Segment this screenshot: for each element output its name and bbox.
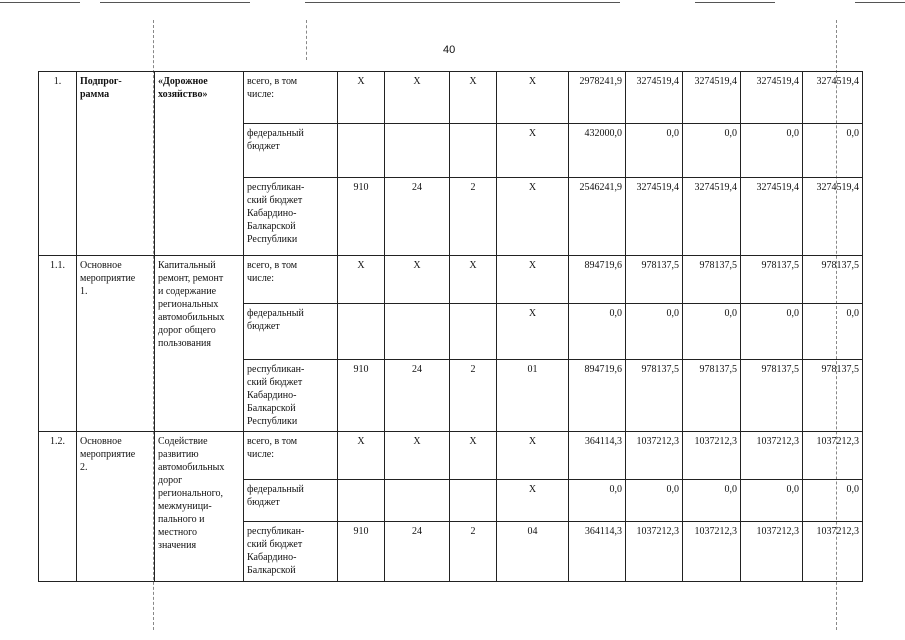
code-cell: X bbox=[450, 72, 497, 124]
amount-cell: 364114,3 bbox=[569, 522, 626, 582]
code-cell bbox=[450, 304, 497, 360]
amount-cell: 0,0 bbox=[803, 304, 863, 360]
code-cell: X bbox=[385, 72, 450, 124]
page-number: 40 bbox=[443, 44, 456, 56]
amount-cell: 3274519,4 bbox=[683, 178, 741, 256]
amount-cell: 0,0 bbox=[803, 124, 863, 178]
amount-cell: 0,0 bbox=[741, 480, 803, 522]
amount-cell: 978137,5 bbox=[803, 256, 863, 304]
amount-cell: 1037212,3 bbox=[741, 432, 803, 480]
code-cell bbox=[385, 124, 450, 178]
code-cell: X bbox=[385, 256, 450, 304]
program-type: Основное мероприятие 1. bbox=[77, 256, 155, 432]
code-cell: X bbox=[497, 256, 569, 304]
amount-cell: 1037212,3 bbox=[626, 522, 683, 582]
code-cell bbox=[338, 304, 385, 360]
amount-cell: 0,0 bbox=[683, 480, 741, 522]
code-cell: X bbox=[497, 124, 569, 178]
row-number: 1.2. bbox=[39, 432, 77, 582]
amount-cell: 0,0 bbox=[803, 480, 863, 522]
amount-cell: 364114,3 bbox=[569, 432, 626, 480]
code-cell: X bbox=[450, 432, 497, 480]
code-cell: 2 bbox=[450, 360, 497, 432]
code-cell: X bbox=[385, 432, 450, 480]
code-cell: X bbox=[338, 256, 385, 304]
program-type: Подпрог- рамма bbox=[77, 72, 155, 256]
code-cell bbox=[450, 480, 497, 522]
table-row bbox=[39, 432, 863, 480]
row-number: 1.1. bbox=[39, 256, 77, 432]
code-cell: 2 bbox=[450, 178, 497, 256]
code-cell bbox=[385, 480, 450, 522]
amount-cell: 978137,5 bbox=[626, 256, 683, 304]
amount-cell: 1037212,3 bbox=[803, 522, 863, 582]
code-cell: 910 bbox=[338, 360, 385, 432]
amount-cell: 3274519,4 bbox=[626, 72, 683, 124]
code-cell bbox=[385, 304, 450, 360]
table-row bbox=[39, 256, 863, 304]
amount-cell: 3274519,4 bbox=[803, 72, 863, 124]
source-label: федеральный бюджет bbox=[244, 304, 338, 360]
amount-cell: 1037212,3 bbox=[683, 522, 741, 582]
amount-cell: 0,0 bbox=[626, 304, 683, 360]
amount-cell: 0,0 bbox=[741, 124, 803, 178]
amount-cell: 1037212,3 bbox=[626, 432, 683, 480]
amount-cell: 3274519,4 bbox=[683, 72, 741, 124]
source-label: федеральный бюджет bbox=[244, 480, 338, 522]
amount-cell: 432000,0 bbox=[569, 124, 626, 178]
amount-cell: 2546241,9 bbox=[569, 178, 626, 256]
source-label: всего, в том числе: bbox=[244, 256, 338, 304]
code-cell: X bbox=[497, 480, 569, 522]
amount-cell: 978137,5 bbox=[741, 256, 803, 304]
amount-cell: 3274519,4 bbox=[803, 178, 863, 256]
amount-cell: 0,0 bbox=[741, 304, 803, 360]
code-cell: X bbox=[338, 72, 385, 124]
amount-cell: 0,0 bbox=[683, 124, 741, 178]
amount-cell: 1037212,3 bbox=[803, 432, 863, 480]
code-cell bbox=[338, 124, 385, 178]
code-cell: X bbox=[450, 256, 497, 304]
amount-cell: 978137,5 bbox=[803, 360, 863, 432]
top-rule-right bbox=[695, 2, 775, 3]
code-cell bbox=[338, 480, 385, 522]
program-name: «Дорожное хозяйство» bbox=[155, 72, 244, 256]
amount-cell: 0,0 bbox=[569, 480, 626, 522]
code-cell: X bbox=[497, 72, 569, 124]
top-rule-mid bbox=[100, 2, 250, 3]
code-cell: X bbox=[497, 304, 569, 360]
scan-line-mid bbox=[306, 20, 307, 60]
source-label: федеральный бюджет bbox=[244, 124, 338, 178]
amount-cell: 1037212,3 bbox=[683, 432, 741, 480]
amount-cell: 978137,5 bbox=[741, 360, 803, 432]
source-label: всего, в том числе: bbox=[244, 72, 338, 124]
code-cell: 01 bbox=[497, 360, 569, 432]
code-cell: 910 bbox=[338, 522, 385, 582]
budget-table bbox=[38, 71, 863, 582]
amount-cell: 978137,5 bbox=[626, 360, 683, 432]
source-label: всего, в том числе: bbox=[244, 432, 338, 480]
program-name: Содействие развитию автомобильных дорог регионального, межмуници- пального и местного значения bbox=[155, 432, 244, 582]
source-label: республикан- ский бюджет Кабардино- Балкарской Республики bbox=[244, 360, 338, 432]
amount-cell: 3274519,4 bbox=[741, 178, 803, 256]
code-cell: 24 bbox=[385, 522, 450, 582]
program-type: Основное мероприятие 2. bbox=[77, 432, 155, 582]
table-row bbox=[39, 72, 863, 124]
amount-cell: 0,0 bbox=[569, 304, 626, 360]
code-cell: 2 bbox=[450, 522, 497, 582]
amount-cell: 0,0 bbox=[683, 304, 741, 360]
code-cell: X bbox=[338, 432, 385, 480]
amount-cell: 978137,5 bbox=[683, 256, 741, 304]
amount-cell: 0,0 bbox=[626, 480, 683, 522]
amount-cell: 894719,6 bbox=[569, 360, 626, 432]
code-cell: 24 bbox=[385, 178, 450, 256]
source-label: республикан- ский бюджет Кабардино- Балкарской Республики bbox=[244, 178, 338, 256]
code-cell: X bbox=[497, 178, 569, 256]
amount-cell: 0,0 bbox=[626, 124, 683, 178]
top-rule-far-right bbox=[855, 2, 905, 3]
code-cell: 910 bbox=[338, 178, 385, 256]
amount-cell: 894719,6 bbox=[569, 256, 626, 304]
code-cell bbox=[450, 124, 497, 178]
amount-cell: 3274519,4 bbox=[741, 72, 803, 124]
amount-cell: 3274519,4 bbox=[626, 178, 683, 256]
amount-cell: 978137,5 bbox=[683, 360, 741, 432]
program-name: Капитальный ремонт, ремонт и содержание региональных автомобильных дорог общего пользования bbox=[155, 256, 244, 432]
code-cell: 04 bbox=[497, 522, 569, 582]
code-cell: X bbox=[497, 432, 569, 480]
row-number: 1. bbox=[39, 72, 77, 256]
code-cell: 24 bbox=[385, 360, 450, 432]
top-rule-left bbox=[0, 2, 80, 3]
amount-cell: 2978241,9 bbox=[569, 72, 626, 124]
top-rule-center bbox=[305, 2, 620, 3]
source-label: республикан- ский бюджет Кабардино- Балкарской bbox=[244, 522, 338, 582]
amount-cell: 1037212,3 bbox=[741, 522, 803, 582]
